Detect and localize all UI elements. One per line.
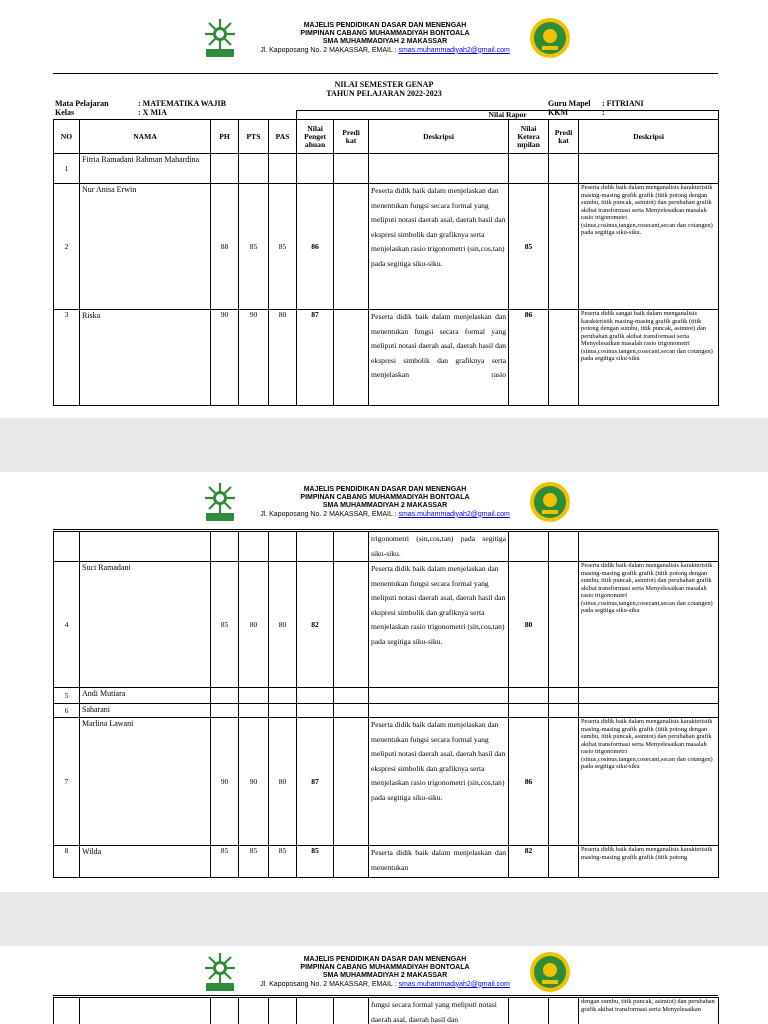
row-pts: 90 bbox=[239, 718, 269, 846]
doc-title: NILAI SEMESTER GENAP bbox=[334, 80, 434, 89]
kkm-label: KKM bbox=[548, 108, 568, 117]
header-rule bbox=[53, 995, 718, 996]
row-pas: 85 bbox=[269, 184, 297, 310]
row-pts bbox=[239, 532, 269, 562]
school-crest-logo-icon bbox=[528, 950, 572, 994]
col-predikat-2: Predi kat bbox=[549, 120, 579, 154]
table-row bbox=[54, 704, 719, 718]
page-1 bbox=[0, 0, 768, 418]
row-pts: 85 bbox=[239, 184, 269, 310]
row-pred2 bbox=[549, 718, 579, 846]
mapel-label: Mata Pelajaran bbox=[55, 99, 109, 108]
row-pts bbox=[239, 704, 269, 718]
row-ph: 90 bbox=[211, 310, 239, 406]
row-ph bbox=[211, 704, 239, 718]
row-np bbox=[297, 998, 334, 1024]
kkm-value: : bbox=[602, 108, 605, 117]
row-no: 4 bbox=[54, 562, 80, 688]
table-row bbox=[54, 184, 719, 310]
row-pred2 bbox=[549, 562, 579, 688]
row-no bbox=[54, 532, 80, 562]
row-np: 82 bbox=[297, 562, 334, 688]
row-nama: Wilda bbox=[80, 846, 211, 878]
row-nk: 86 bbox=[509, 718, 549, 846]
muhammadiyah-sun-logo-icon bbox=[198, 16, 242, 60]
col-nilai-keterampilan: Nilai Ketera mpilan bbox=[509, 120, 549, 154]
row-no: 1 bbox=[54, 154, 80, 184]
school-name: SMA MUHAMMADIYAH 2 MAKASSAR bbox=[322, 972, 448, 980]
col-nilai-pengetahuan: Nilai Penget ahuan bbox=[297, 120, 334, 154]
row-pred bbox=[334, 562, 369, 688]
grades-table-continued bbox=[53, 997, 719, 1024]
row-np bbox=[297, 704, 334, 718]
row-pred bbox=[334, 846, 369, 878]
email-link[interactable]: smas.muhammadiyah2@gmail.com bbox=[398, 510, 510, 518]
row-np: 86 bbox=[297, 184, 334, 310]
muhammadiyah-sun-logo-icon bbox=[198, 480, 242, 524]
row-np: 87 bbox=[297, 718, 334, 846]
row-nama: Nur Anisa Erwin bbox=[80, 184, 211, 310]
row-np bbox=[297, 532, 334, 562]
table-row bbox=[54, 532, 719, 562]
row-desc2 bbox=[579, 532, 719, 562]
row-ph: 88 bbox=[211, 184, 239, 310]
row-no bbox=[54, 998, 80, 1024]
row-no: 2 bbox=[54, 184, 80, 310]
col-ph: PH bbox=[211, 120, 239, 154]
table-row bbox=[54, 998, 719, 1024]
col-predikat: Predi kat bbox=[334, 120, 369, 154]
header-rule bbox=[53, 529, 718, 530]
kelas-value: : X MIA bbox=[138, 108, 167, 117]
row-pred2 bbox=[549, 310, 579, 406]
table-row bbox=[54, 562, 719, 688]
row-pred bbox=[334, 998, 369, 1024]
row-desc bbox=[369, 704, 509, 718]
row-pts bbox=[239, 688, 269, 704]
page-3 bbox=[0, 946, 768, 1024]
letterhead bbox=[0, 476, 768, 536]
row-nk bbox=[509, 688, 549, 704]
row-pts: 80 bbox=[239, 562, 269, 688]
row-nk: 85 bbox=[509, 184, 549, 310]
row-pas bbox=[269, 154, 297, 184]
row-desc2 bbox=[579, 688, 719, 704]
row-ph: 90 bbox=[211, 718, 239, 846]
row-nk bbox=[509, 998, 549, 1024]
col-deskripsi: Deskripsi bbox=[369, 120, 509, 154]
grades-table-continued bbox=[53, 531, 719, 878]
row-pts: 90 bbox=[239, 310, 269, 406]
row-pas bbox=[269, 704, 297, 718]
row-nama: Andi Mutiara bbox=[80, 688, 211, 704]
row-nama bbox=[80, 998, 211, 1024]
page-2 bbox=[0, 472, 768, 892]
row-nk: 80 bbox=[509, 562, 549, 688]
row-desc: trigonometri (sin,cos,tan) pada segitiga siku-siku. bbox=[369, 532, 509, 562]
school-crest-logo-icon bbox=[528, 480, 572, 524]
row-nk: 82 bbox=[509, 846, 549, 878]
org-line-2: PIMPINAN CABANG MUHAMMADIYAH BONTOALA bbox=[300, 30, 470, 38]
org-line-1: MAJELIS PENDIDIKAN DASAR DAN MENENGAH bbox=[303, 956, 467, 963]
row-pts bbox=[239, 154, 269, 184]
school-crest-logo-icon bbox=[528, 16, 572, 60]
col-pts: PTS bbox=[239, 120, 269, 154]
org-line-1: MAJELIS PENDIDIKAN DASAR DAN MENENGAH bbox=[303, 486, 467, 493]
row-ph bbox=[211, 154, 239, 184]
school-name: SMA MUHAMMADIYAH 2 MAKASSAR bbox=[322, 38, 448, 46]
row-desc2: Peserta didik baik dalam menganalisis karakteristik masing-masing grafik grafik (titik potong dengan sumbu, titik puncak, asimtot) dan perubahan grafik akibat transformasi serta Menyelesaikan masalah rasio trigonometri (sinus,cosinus,tangen,cosecant,secan dan cotangen) pada segitiga siku-siku. bbox=[579, 184, 719, 310]
row-no: 7 bbox=[54, 718, 80, 846]
row-pts bbox=[239, 998, 269, 1024]
row-no: 5 bbox=[54, 688, 80, 704]
email-link[interactable]: smas.muhammadiyah2@gmail.com bbox=[398, 46, 510, 54]
email-link[interactable]: smas.muhammadiyah2@gmail.com bbox=[398, 980, 510, 988]
row-desc2: Peserta didik sangat baik dalam menganalisis karakteristik masing-masing grafik grafik (titik potong dengan sumbu, titik puncak, asimtot) dan perubahan grafik akibat transformasi serta Menyelesaikan masalah rasio trigonometri (sinus,cosinus,tangen,cosecant,secan dan cotangen) pada segitiga siku-siku bbox=[579, 310, 719, 406]
org-line-2: PIMPINAN CABANG MUHAMMADIYAH BONTOALA bbox=[300, 494, 470, 502]
row-pred2 bbox=[549, 532, 579, 562]
org-line-1: MAJELIS PENDIDIKAN DASAR DAN MENENGAH bbox=[303, 22, 467, 29]
row-np bbox=[297, 154, 334, 184]
row-pred bbox=[334, 154, 369, 184]
col-nama: NAMA bbox=[80, 120, 211, 154]
col-pas: PAS bbox=[269, 120, 297, 154]
row-desc2 bbox=[579, 154, 719, 184]
row-pred2 bbox=[549, 846, 579, 878]
row-pred bbox=[334, 704, 369, 718]
col-deskripsi-2: Deskripsi bbox=[579, 120, 719, 154]
row-pred2 bbox=[549, 154, 579, 184]
table-row bbox=[54, 718, 719, 846]
row-pred bbox=[334, 688, 369, 704]
row-pred bbox=[334, 310, 369, 406]
row-pas: 80 bbox=[269, 562, 297, 688]
row-nk: 86 bbox=[509, 310, 549, 406]
guru-value: : FITRIANI bbox=[602, 99, 644, 108]
row-desc: Peserta didik baik dalam menjelaskan dan menentukan fungsi secara formal yang meliputi notasi daerah asal, daerah hasil dan ekspresi simbolik dan grafiknya serta menjelaskan rasio trigonometri (sin,cos,tan) pada segitiga siku-siku. bbox=[369, 718, 509, 846]
row-pred2 bbox=[549, 998, 579, 1024]
row-pas: 80 bbox=[269, 310, 297, 406]
letterhead bbox=[0, 12, 768, 72]
row-pred bbox=[334, 532, 369, 562]
row-desc2: dengan sumbu, titik puncak, asimtot) dan perubahan grafik akibat transformasi serta Menyelesaikan bbox=[579, 998, 719, 1024]
row-desc bbox=[369, 688, 509, 704]
row-ph bbox=[211, 532, 239, 562]
guru-label: Guru Mapel bbox=[548, 99, 591, 108]
row-desc2: Peserta didik baik dalam menganalisis karakteristik masing-masing grafik grafik (titik potong dengan sumbu, titik puncak, asimtot) dan perubahan grafik akibat transformasi serta Menyelesaikan masalah rasio trigonometri (sinus,cosinus,tangen,cosecant,secan dan cotangen) pada segitiga siku-siku bbox=[579, 562, 719, 688]
mapel-value: : MATEMATIKA WAJIB bbox=[138, 99, 227, 108]
row-pred2 bbox=[549, 688, 579, 704]
table-row bbox=[54, 154, 719, 184]
grades-table bbox=[53, 110, 719, 406]
header-rule bbox=[53, 73, 718, 74]
row-pred bbox=[334, 718, 369, 846]
row-desc: fungsi secara formal yang meliputi notasi daerah asal, daerah hasil dan bbox=[369, 998, 509, 1024]
col-no: NO bbox=[54, 120, 80, 154]
address: Jl. Kapoposang No. 2 MAKASSAR, EMAIL : bbox=[260, 510, 399, 518]
row-ph bbox=[211, 998, 239, 1024]
row-nk bbox=[509, 704, 549, 718]
row-ph bbox=[211, 688, 239, 704]
row-nk bbox=[509, 532, 549, 562]
row-pas bbox=[269, 998, 297, 1024]
doc-year: TAHUN PELAJARAN 2022-2023 bbox=[326, 89, 442, 98]
row-desc2: Peserta didik baik dalam menganalisis karakteristik masing-masing grafik grafik (titik potong bbox=[579, 846, 719, 878]
row-nama: Suci Ramadani bbox=[80, 562, 211, 688]
row-no: 8 bbox=[54, 846, 80, 878]
row-desc: Peserta didik baik dalam menjelaskan dan menentukan fungsi secara formal yang meliputi notasi daerah asal, daerah hasil dan ekspresi simbolik dan grafiknya serta menjelaskan rasio trigonometri (sin,cos,tan) pada segitiga siku-siku. bbox=[369, 184, 509, 310]
row-pas bbox=[269, 532, 297, 562]
address: Jl. Kapoposang No. 2 MAKASSAR, EMAIL : bbox=[260, 980, 399, 988]
row-nama: Marlina Lawani bbox=[80, 718, 211, 846]
row-pas: 80 bbox=[269, 718, 297, 846]
kelas-label: Kelas bbox=[55, 108, 75, 117]
org-line-2: PIMPINAN CABANG MUHAMMADIYAH BONTOALA bbox=[300, 964, 470, 972]
row-no: 3 bbox=[54, 310, 80, 406]
row-desc2: Peserta didik baik dalam menganalisis karakteristik masing-masing grafik grafik (titik potong dengan sumbu, titik puncak, asimtot) dan perubahan grafik akibat transformasi serta Menyelesaikan masalah rasio trigonometri (sinus,cosinus,tangen,cosecant,secan dan cotangen) pada segitiga siku-siku bbox=[579, 718, 719, 846]
row-nama: Fitria Ramadani Rahman Mahardina bbox=[80, 154, 211, 184]
row-pred bbox=[334, 184, 369, 310]
row-ph: 85 bbox=[211, 846, 239, 878]
row-np: 87 bbox=[297, 310, 334, 406]
row-no: 6 bbox=[54, 704, 80, 718]
muhammadiyah-sun-logo-icon bbox=[198, 950, 242, 994]
nilai-rapor-header: Nilai Rapor bbox=[297, 111, 719, 120]
row-nk bbox=[509, 154, 549, 184]
row-np: 85 bbox=[297, 846, 334, 878]
school-name: SMA MUHAMMADIYAH 2 MAKASSAR bbox=[322, 502, 448, 510]
table-row bbox=[54, 846, 719, 878]
row-nama: Riska bbox=[80, 310, 211, 406]
row-pas bbox=[269, 688, 297, 704]
table-row bbox=[54, 688, 719, 704]
row-pred2 bbox=[549, 184, 579, 310]
row-pas: 85 bbox=[269, 846, 297, 878]
address: Jl. Kapoposang No. 2 MAKASSAR, EMAIL : bbox=[260, 46, 399, 54]
table-row bbox=[54, 310, 719, 406]
row-np bbox=[297, 688, 334, 704]
row-desc bbox=[369, 154, 509, 184]
row-desc: Peserta didik baik dalam menjelaskan dan menentukan bbox=[369, 846, 509, 878]
row-desc2 bbox=[579, 704, 719, 718]
row-ph: 85 bbox=[211, 562, 239, 688]
row-nama: Saharani bbox=[80, 704, 211, 718]
row-pts: 85 bbox=[239, 846, 269, 878]
row-pred2 bbox=[549, 704, 579, 718]
row-desc: Peserta didik baik dalam menjelaskan dan menentukan fungsi secara formal yang meliputi notasi daerah asal, daerah hasil dan ekspresi simbolik dan grafiknya serta menjelaskan rasio bbox=[369, 310, 509, 406]
row-nama bbox=[80, 532, 211, 562]
row-desc: Peserta didik baik dalam menjelaskan dan menentukan fungsi secara formal yang meliputi notasi daerah asal, daerah hasil dan ekspresi simbolik dan grafiknya serta menjelaskan rasio trigonometri (sin,cos,tan) pada segitiga siku-siku. bbox=[369, 562, 509, 688]
